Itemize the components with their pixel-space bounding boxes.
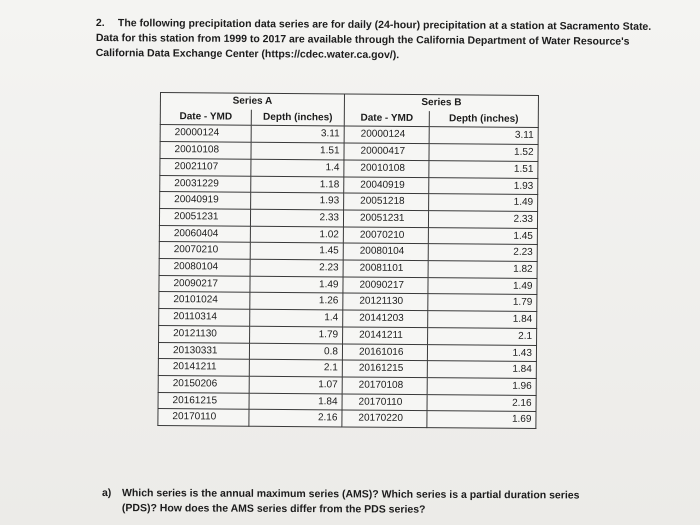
date-b-cell: 20000124 [344,126,429,143]
depth-b-cell: 1.51 [429,160,538,178]
question-line-1: Which series is the annual maximum series (AMS)? Which series is a partial duration series [121,487,580,502]
depth-b-cell: 1.82 [428,261,537,279]
depth-b-cell: 1.45 [428,227,537,245]
date-a-cell: 20040919 [160,192,251,209]
problem-text: The following precipitation data series are for daily (24-hour) precipitation at a station at Sacramento State. Data for this station from 1999 to 2017 are available through the California Department of Water Resource's California Data Exchange Center (https://cdec.water.ca.gov/). [95,17,652,62]
date-b-cell: 20080104 [343,243,428,260]
question-line-2: (PDS)? How does the AMS series differ from the PDS series? [121,502,426,516]
depth-b-cell: 1.69 [427,411,536,429]
depth-b-cell: 1.52 [429,144,538,162]
date-b-cell: 20090217 [343,277,428,294]
depth-a-cell: 1.51 [251,142,344,159]
date-a-cell: 20101024 [159,292,250,309]
depth-b-cell: 1.49 [428,277,537,295]
depth-b-cell: 1.93 [429,177,538,195]
depth-a-cell: 1.02 [250,226,343,243]
date-b-cell: 20000417 [344,143,429,160]
question-a [102,486,662,519]
date-a-cell: 20161215 [158,392,249,409]
table-body [158,125,538,429]
date-a-cell: 20000124 [160,125,251,142]
depth-a-cell: 1.93 [251,192,344,209]
depth-b-cell: 1.49 [429,194,538,212]
depth-b-cell: 1.79 [428,294,537,312]
depth-b-cell: 3.11 [429,127,538,145]
date-a-cell: 20080104 [159,259,250,276]
date-a-cell: 20141211 [158,359,249,376]
date-b-cell: 20081101 [343,260,428,277]
date-b-cell: 20141203 [343,310,428,327]
date-a-header: Date - YMD [160,109,251,126]
date-b-cell: 20170108 [342,377,427,394]
depth-b-cell: 2.23 [428,244,537,262]
question-label: a) [101,487,112,500]
depth-b-header: Depth (inches) [429,111,538,128]
date-b-cell: 20170110 [342,394,427,411]
depth-a-cell: 3.11 [251,126,344,143]
depth-b-cell: 1.43 [427,344,536,362]
date-b-cell: 20161215 [342,360,427,377]
depth-a-cell: 0.8 [249,343,342,360]
depth-b-cell: 2.16 [427,394,536,412]
depth-a-cell: 1.4 [250,309,343,326]
date-a-cell: 20130331 [158,342,249,359]
date-a-cell: 20170110 [158,409,249,426]
depth-b-cell: 1.84 [427,361,536,379]
problem-number: 2. [95,16,105,30]
date-a-cell: 20060404 [159,225,250,242]
date-a-cell: 20150206 [158,375,249,392]
depth-a-cell: 1.07 [249,376,342,393]
date-b-cell: 20051218 [344,193,429,210]
date-b-cell: 20070210 [343,227,428,244]
date-b-cell: 20010108 [344,160,429,177]
date-a-cell: 20121130 [159,325,250,342]
depth-a-cell: 2.33 [250,209,343,226]
depth-a-cell: 1.45 [250,243,343,260]
date-b-cell: 20170220 [342,410,427,427]
precipitation-table-container [157,92,539,429]
depth-a-cell: 1.84 [249,393,342,410]
date-b-cell: 20040919 [344,176,429,193]
depth-a-cell: 1.18 [251,176,344,193]
date-a-cell: 20070210 [159,242,250,259]
table-row [158,409,536,429]
date-a-cell: 20090217 [159,275,250,292]
date-b-cell: 20161016 [342,343,427,360]
series-a-title: Series A [160,93,344,111]
date-a-cell: 20110314 [159,309,250,326]
depth-b-cell: 2.1 [428,327,537,345]
date-b-cell: 20141211 [343,327,428,344]
date-b-cell: 20051231 [343,210,428,227]
date-b-header: Date - YMD [344,110,429,127]
series-b-title: Series B [344,94,538,112]
depth-b-cell: 1.84 [428,311,537,329]
depth-a-cell: 1.26 [250,293,343,310]
date-a-cell: 20021107 [160,158,251,175]
depth-a-cell: 2.23 [250,259,343,276]
depth-a-cell: 1.49 [250,276,343,293]
depth-a-cell: 1.4 [251,159,344,176]
date-b-cell: 20121130 [343,293,428,310]
depth-b-cell: 2.33 [428,211,537,229]
date-a-cell: 20051231 [159,208,250,225]
depth-a-cell: 1.79 [250,326,343,343]
date-a-cell: 20031229 [160,175,251,192]
depth-a-header: Depth (inches) [251,109,344,126]
date-a-cell: 20010108 [160,142,251,159]
depth-a-cell: 2.1 [249,359,342,376]
problem-statement [96,16,656,65]
depth-b-cell: 1.96 [427,378,536,396]
precipitation-table [157,92,539,429]
depth-a-cell: 2.16 [249,410,342,427]
